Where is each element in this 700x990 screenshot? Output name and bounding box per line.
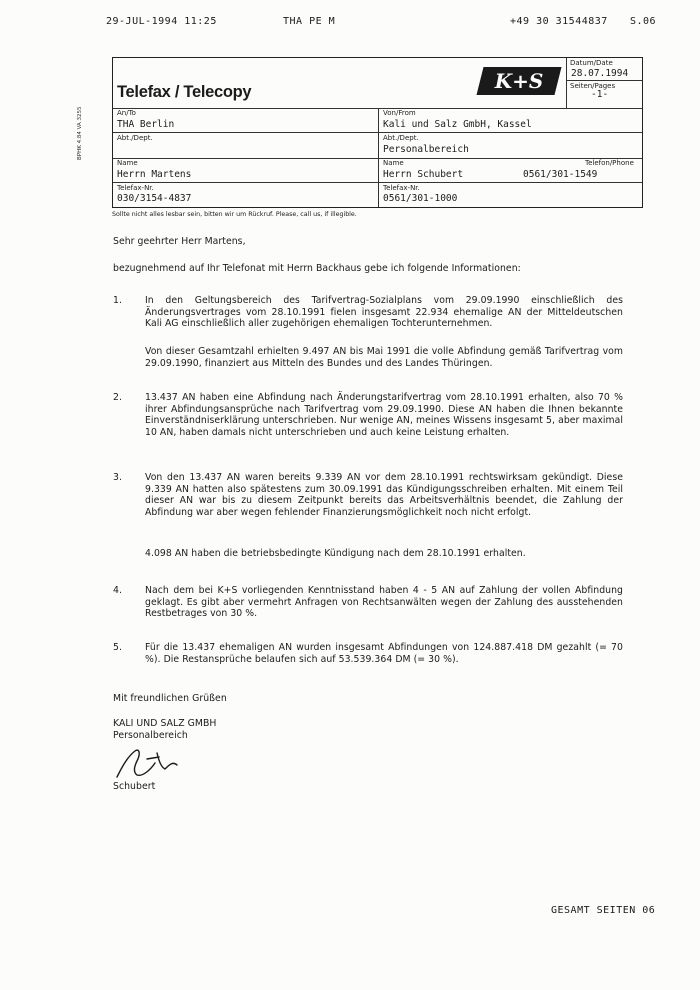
item-number: 4. [113, 585, 122, 596]
pages-label: Seiten/Pages [570, 82, 616, 90]
company-name: KALI UND SALZ GMBH [113, 718, 217, 729]
from-value: Kali und Salz GmbH, Kassel [383, 119, 532, 130]
item-paragraph: Von den 13.437 AN waren bereits 9.339 AN vor dem 28.10.1991 rechtswirksam gekündigt. Diese 9.339 AN hatten also spätestens zum 30.09.1991 das Kündigungsschreiben erhalten. Mit einem Teil dieser AN war bis zu diesem Zeitpunkt bereits das Arbeitsverhältnis beendet, die Zahlung der Abfindung war aber wegen fehlender Finanzierungsmöglichkeit noch nicht erfolgt. [145, 472, 623, 518]
fax-cover-form [112, 57, 643, 208]
item-paragraph: In den Geltungsbereich des Tarifvertrag-Sozialplans vom 29.09.1990 einschließlich des Änderungsvertrages vom 28.10.1991 fielen insgesamt 22.934 ehemalige AN der Mitteldeutschen Kali AG einschließlich aller zugehörigen ehemaligen Tochterunternehmen. [145, 295, 623, 329]
ks-logo: K+S [477, 67, 562, 95]
name-value-recipient: Herrn Martens [117, 169, 192, 180]
pages-value: -1- [591, 89, 609, 100]
department-name: Personalbereich [113, 730, 188, 741]
item-number: 1. [113, 295, 122, 306]
item-paragraph: 4.098 AN haben die betriebsbedingte Kündigung nach dem 28.10.1991 erhalten. [145, 548, 526, 559]
total-pages-footer: GESAMT SEITEN 06 [551, 905, 656, 916]
handwritten-signature [107, 739, 197, 784]
name-value-sender: Herrn Schubert [383, 169, 464, 180]
phone-value: 0561/301-1549 [523, 169, 598, 180]
fax-value-recipient: 030/3154-4837 [117, 193, 192, 204]
to-label: An/To [117, 109, 136, 117]
signer-name: Schubert [113, 781, 156, 792]
item-number: 2. [113, 392, 122, 403]
closing: Mit freundlichen Grüßen [113, 693, 227, 704]
fax-value-sender: 0561/301-1000 [383, 193, 458, 204]
dept-value-sender: Personalbereich [383, 144, 469, 155]
from-label: Von/From [383, 109, 416, 117]
fax-header-phone: +49 30 31544837 [510, 16, 608, 27]
form-title: Telefax / Telecopy [117, 83, 252, 101]
name-label-recipient: Name [117, 159, 138, 167]
phone-label: Telefon/Phone [585, 159, 634, 167]
fax-header-page: S.06 [630, 16, 657, 27]
date-label: Datum/Date [570, 59, 613, 67]
fax-header-datetime: 29-JUL-1994 11:25 [106, 16, 217, 27]
name-label-sender: Name [383, 159, 404, 167]
date-value: 28.07.1994 [571, 68, 629, 79]
item-paragraph: Für die 13.437 ehemaligen AN wurden insgesamt Abfindungen von 124.887.418 DM gezahlt (= 70 %). Die Restansprüche belaufen sich auf 53.539.364 DM (= 30 %). [145, 642, 623, 665]
item-number: 3. [113, 472, 122, 483]
intro-paragraph: bezugnehmend auf Ihr Telefonat mit Herrn Backhaus gebe ich folgende Informationen: [113, 263, 521, 274]
dept-label-sender: Abt./Dept. [383, 134, 419, 142]
item-paragraph: Nach dem bei K+S vorliegenden Kenntnisstand haben 4 - 5 AN auf Zahlung der vollen Abfindung geklagt. Es gibt aber vermehrt Anfragen von Rechtsanwälten wegen der Zahlung des ausstehenden Restbetrages von 30 %. [145, 585, 623, 619]
salutation: Sehr geehrter Herr Martens, [113, 236, 246, 247]
fax-label-sender: Telefax-Nr. [383, 184, 420, 192]
fax-label-recipient: Telefax-Nr. [117, 184, 154, 192]
legibility-footnote: Sollte nicht alles lesbar sein, bitten wir um Rückruf. Please, call us, if illegible. [112, 211, 357, 218]
item-paragraph: Von dieser Gesamtzahl erhielten 9.497 AN bis Mai 1991 die volle Abfindung gemäß Tarifvertrag vom 29.09.1990, finanziert aus Mitteln des Bundes und des Landes Thüringen. [145, 346, 623, 369]
to-value: THA Berlin [117, 119, 175, 130]
form-print-code: BPHK 4.84 VA 3255 [77, 106, 83, 160]
fax-header-station: THA PE M [283, 16, 336, 27]
item-number: 5. [113, 642, 122, 653]
item-paragraph: 13.437 AN haben eine Abfindung nach Änderungstarifvertrag vom 28.10.1991 erhalten, also 70 % ihrer Abfindungsansprüche nach Tarifvertrag vom 29.09.1990. Diese AN haben die Ihnen bekannte Einverständniserklärung unterschrieben. Nur wenige AN, meines Wissens insgesamt 5, aber maximal 10 AN, haben damals nicht unterschrieben und auch keine Leistung erhalten. [145, 392, 623, 438]
dept-label-recipient: Abt./Dept. [117, 134, 153, 142]
